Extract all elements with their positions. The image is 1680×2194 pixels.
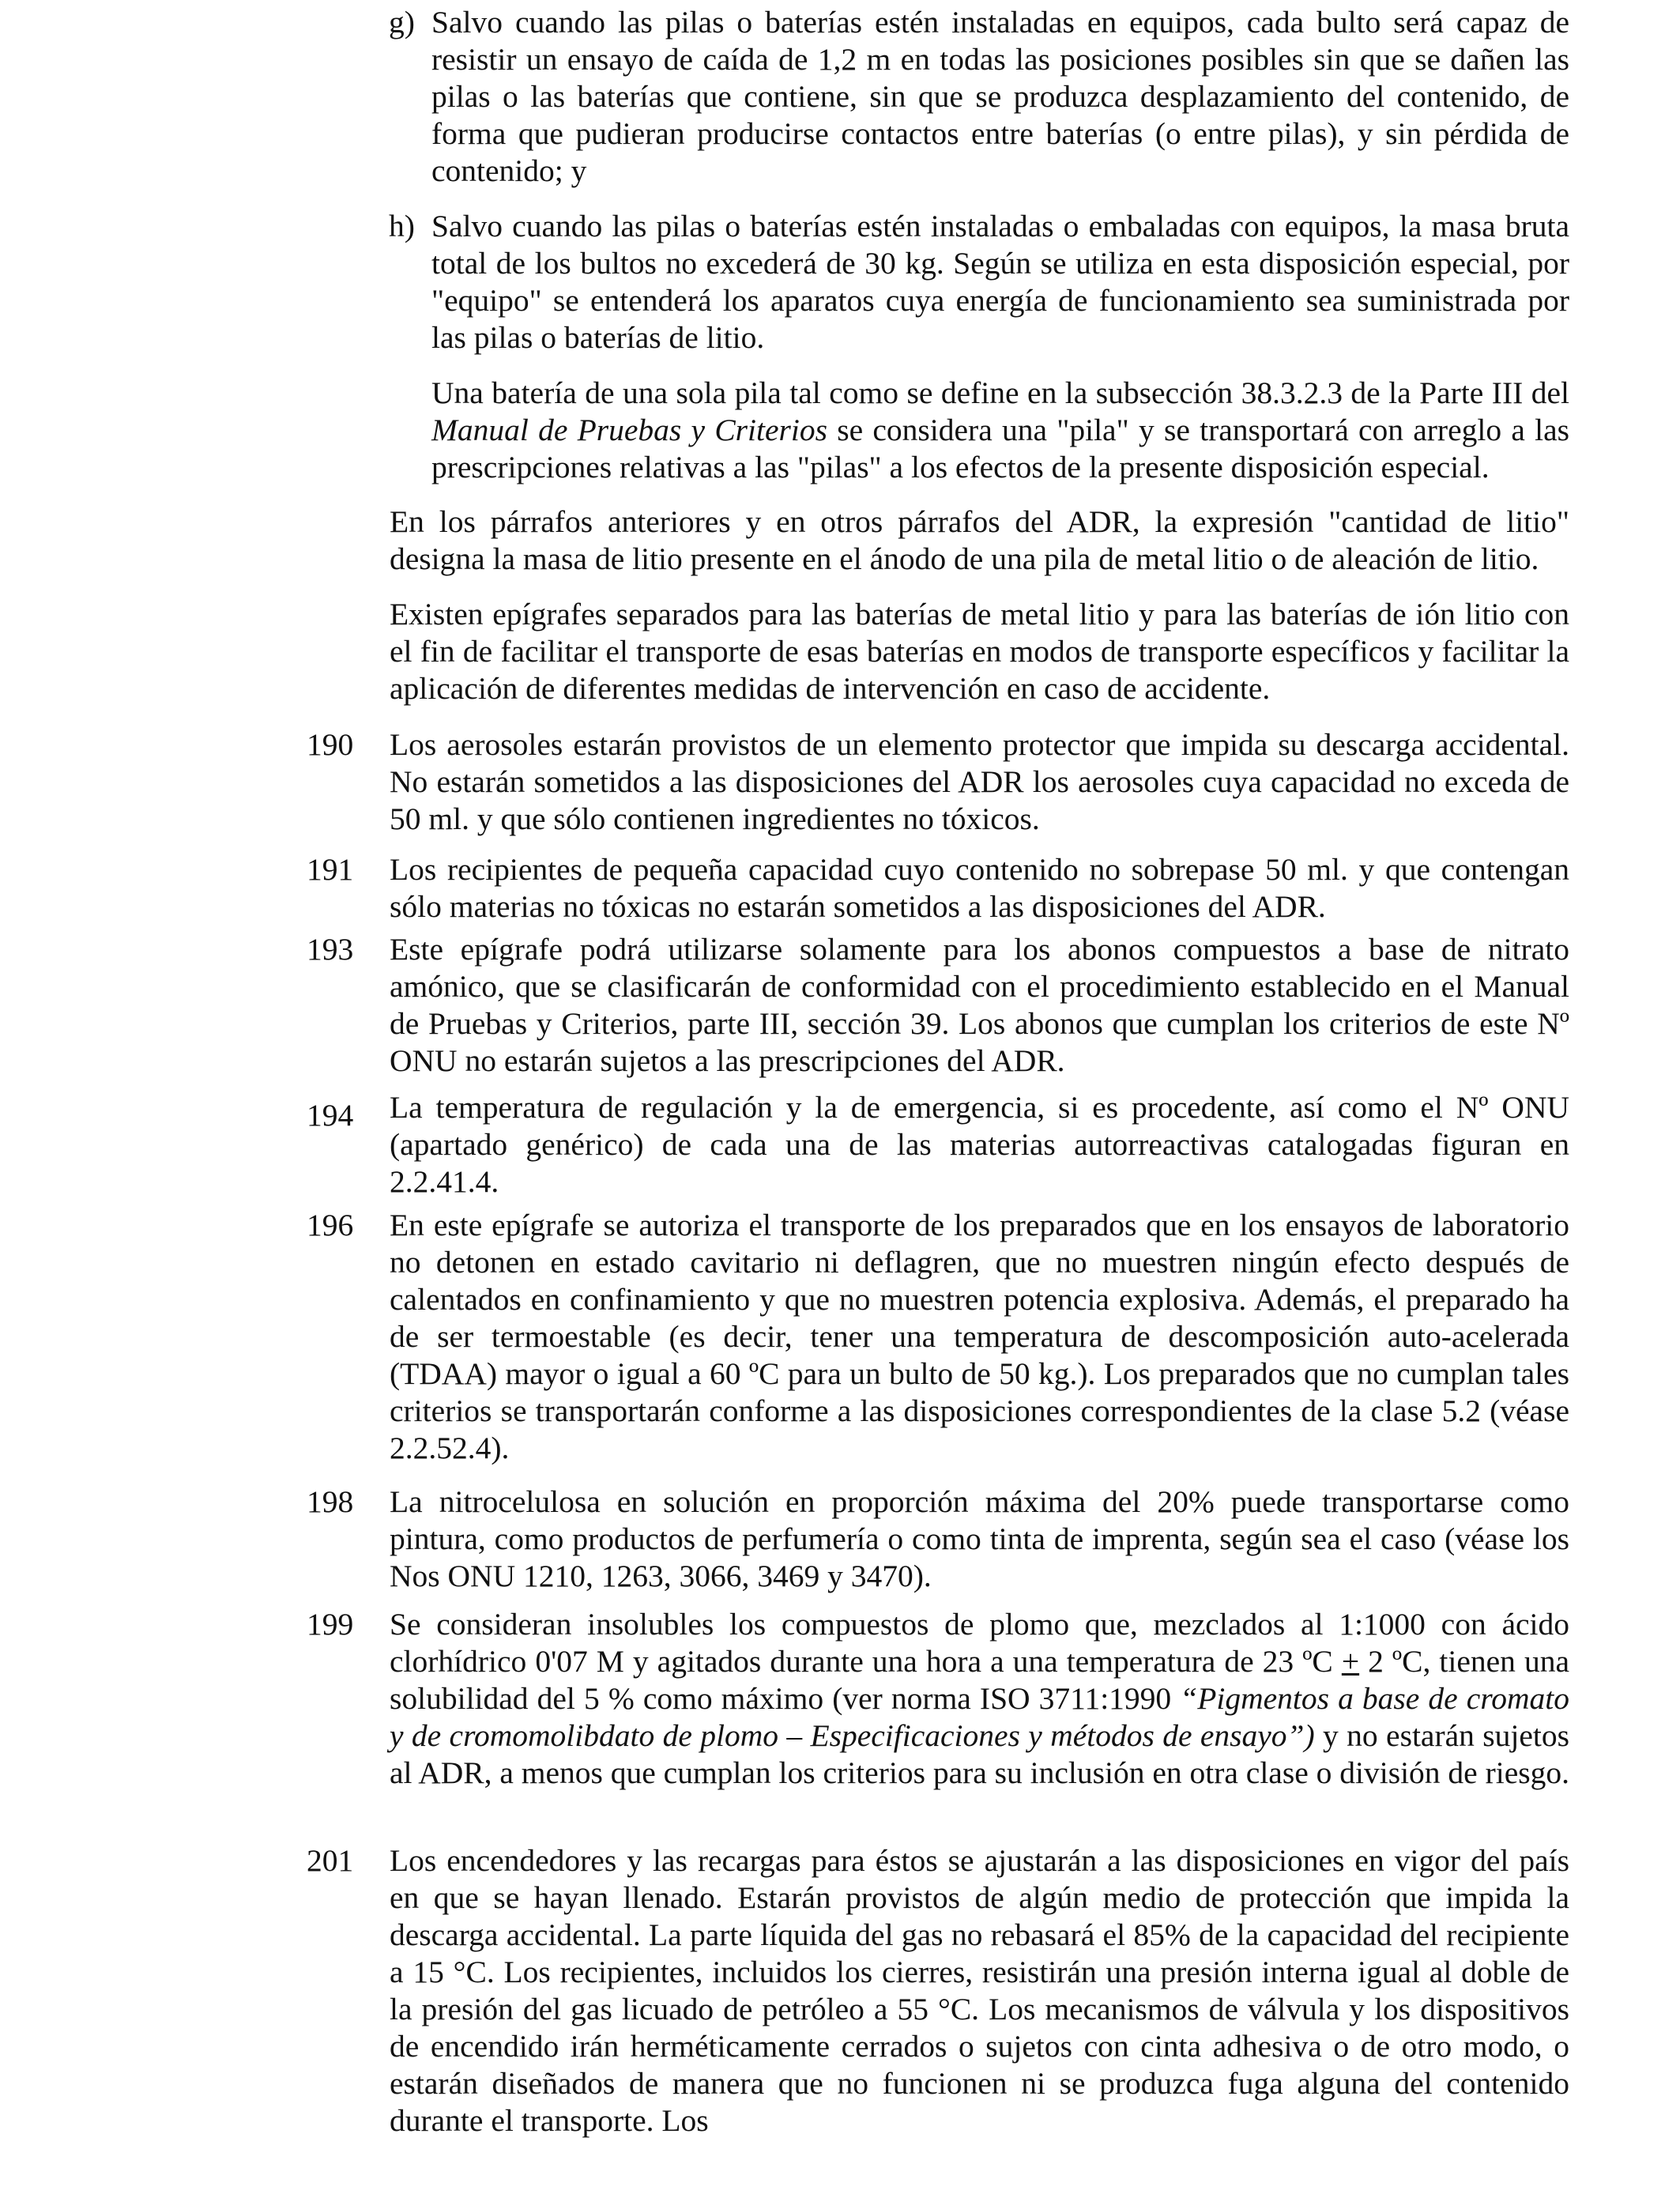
provision-191 — [307, 851, 1569, 925]
plus-minus-sign: + — [1341, 1644, 1360, 1679]
provision-number: 193 — [307, 932, 354, 967]
separate-entries-paragraph: Existen epígrafes separados para las baterías de metal litio y para las baterías de ión litio con el fin de facilitar el transporte de esas baterías en modos de transporte específicos y facilitar la aplicación de diferentes medidas de intervención en caso de accidente. — [390, 597, 1569, 706]
provision-text: En este epígrafe se autoriza el transporte de los preparados que en los ensayos de laboratorio no detonen en estado cavitario ni deflagren, que no muestren ningún efecto después de calentados en confinamiento y que no muestren potencia explosiva. Además, el preparado ha de ser termoestable (es decir, tener una temperatura de descomposición auto-acelerada (TDAA) mayor o igual a 60 ºC para un bulto de 50 kg.). Los preparados que no cumplan tales criterios se transportarán conforme a las disposiciones correspondientes de la clase 5.2 (véase 2.2.52.4). — [390, 1208, 1569, 1465]
provision-text: Los recipientes de pequeña capacidad cuyo contenido no sobrepase 50 ml. y que contengan sólo materias no tóxicas no estarán sometidos a las disposiciones del ADR. — [390, 852, 1569, 924]
provision-number: 198 — [307, 1484, 354, 1519]
provision-text — [390, 1606, 1569, 1792]
provision-text: Los encendedores y las recargas para éstos se ajustarán a las disposiciones en vigor del país en que se hayan llenado. Estarán provistos de algún medio de protección que impida la descarga accidental. La parte líquida del gas no rebasará el 85% de la capacidad del recipiente a 15 °C. Los recipientes, incluidos los cierres, resistirán una presión interna igual al doble de la presión del gas licuado de petróleo a 55 °C. Los mecanismos de válvula y los dispositivos de encendido irán herméticamente cerrados o sujetos con cinta adhesiva o de otro modo, o estarán diseñados de manera que no funcionen ni se produzca fuga alguna del contenido durante el transporte. Los — [390, 1843, 1569, 2138]
provision-198 — [307, 1483, 1569, 1595]
provision-text: Los aerosoles estarán provistos de un elemento protector que impida su descarga accidental. No estarán sometidos a las disposiciones del ADR los aerosoles cuya capacidad no exceda de 50 ml. y que sólo contienen ingredientes no tóxicos. — [390, 727, 1569, 836]
provision-190 — [307, 726, 1569, 838]
provision-text-part: y no estarán sujetos al ADR, a menos que cumplan los criterios para su inclusión en otra clase o división de riesgo. — [390, 1718, 1569, 1790]
provision-number: 191 — [307, 852, 354, 887]
provision-text: Este epígrafe podrá utilizarse solamente para los abonos compuestos a base de nitrato amónico, que se clasificarán de conformidad con el procedimiento establecido en el Manual de Pruebas y Criterios, parte III, sección 39. Los abonos que cumplan los criterios de este Nº ONU no estarán sujetos a las prescripciones del ADR. — [390, 932, 1569, 1078]
iso-standard-title: “Pigmentos a base de cromato y de cromomolibdato de plomo – Especificaciones y métodos de ensayo”) — [390, 1681, 1569, 1753]
paragraph-text: se considera una "pila" y se transportará con arreglo a las prescripciones relativas a las "pilas" a los efectos de la presente disposición especial. — [431, 413, 1569, 484]
provision-text-part: Se consideran insolubles los compuestos de plomo que, mezclados al 1:1000 con ácido clorhídrico 0'07 M y agitados durante una hora a una temperatura de 23 ºC — [390, 1607, 1569, 1679]
provision-text: La nitrocelulosa en solución en proporción máxima del 20% puede transportarse como pintura, como productos de perfumería o como tinta de imprenta, según sea el caso (véase los Nos ONU 1210, 1263, 3066, 3469 y 3470). — [390, 1484, 1569, 1593]
provision-text: La temperatura de regulación y la de emergencia, si es procedente, así como el Nº ONU (apartado genérico) de cada una de las materias autorreactivas catalogadas figuran en 2.2.41.4. — [390, 1090, 1569, 1199]
provision-number: 194 — [307, 1098, 354, 1133]
single-cell-paragraph — [431, 375, 1569, 486]
provision-201 — [307, 1842, 1569, 2139]
item-text: Salvo cuando las pilas o baterías estén instaladas en equipos, cada bulto será capaz de resistir un ensayo de caída de 1,2 m en todas las posiciones posibles sin que se dañen las pilas o las baterías que contiene, sin que se produzca desplazamiento del contenido, de forma que pudieran producirse contactos entre baterías (o entre pilas), y sin pérdida de contenido; y — [431, 5, 1569, 188]
item-text: Salvo cuando las pilas o baterías estén instaladas o embaladas con equipos, la masa bruta total de los bultos no excederá de 30 kg. Según se utiliza en esta disposición especial, por "equipo" se entenderá los aparatos cuya energía de funcionamiento sea suministrada por las pilas o baterías de litio. — [431, 209, 1569, 355]
provision-number: 201 — [307, 1843, 354, 1878]
item-letter: h) — [389, 209, 415, 243]
provision-199 — [307, 1606, 1569, 1792]
provision-196 — [307, 1207, 1569, 1467]
item-h — [389, 208, 1569, 356]
provision-number: 199 — [307, 1607, 354, 1642]
provision-number: 196 — [307, 1208, 354, 1242]
paragraph-text: Una batería de una sola pila tal como se define en la subsección 38.3.2.3 de la Parte III del — [431, 375, 1569, 410]
lithium-quantity-paragraph: En los párrafos anteriores y en otros párrafos del ADR, la expresión "cantidad de litio" designa la masa de litio presente en el ánodo de una pila de metal litio o de aleación de litio. — [390, 504, 1569, 576]
provision-194 — [307, 1089, 1569, 1201]
provision-193 — [307, 931, 1569, 1080]
manual-title: Manual de Pruebas y Criterios — [431, 413, 827, 447]
provision-number: 190 — [307, 727, 354, 762]
item-letter: g) — [389, 5, 415, 40]
item-g — [389, 4, 1569, 190]
provision-text-part: 2 ºC, tienen una solubilidad del 5 % como máximo (ver norma ISO 3711:1990 — [390, 1644, 1569, 1716]
